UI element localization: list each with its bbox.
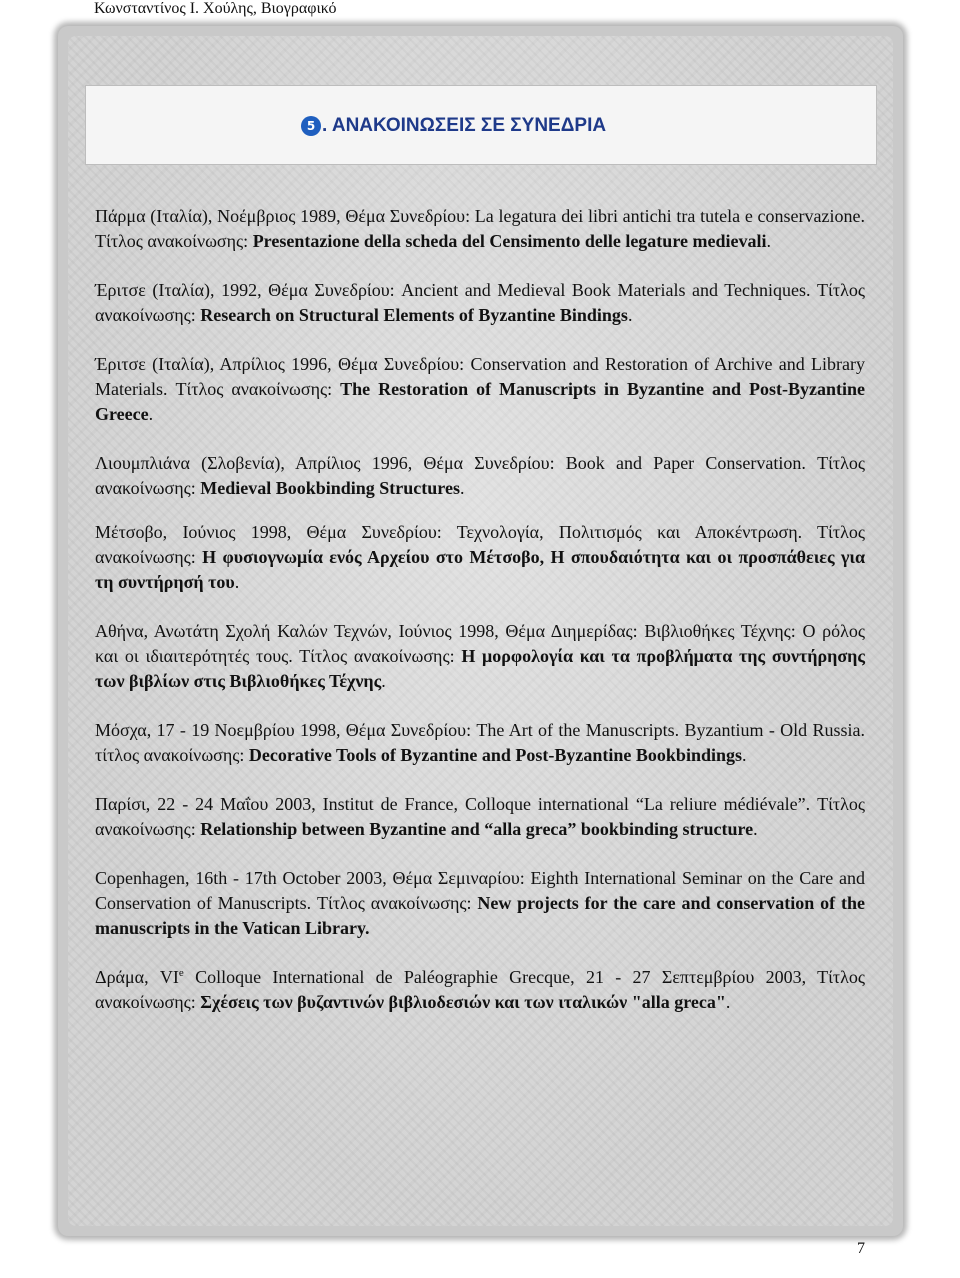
entry-talk-title: Medieval Bookbinding Structures (200, 478, 460, 498)
section-title (301, 115, 606, 137)
page-number: 7 (857, 1240, 865, 1257)
entry-details-cont: Colloque International de Paléographie Grecque, 21 - 27 Σεπτεμβρίου 2003, Τίτλος ανακοίνωσης: (95, 967, 866, 1012)
conference-entry (95, 520, 865, 595)
entry-details: Copenhagen, 16th - 17th October 2003, Θέμα Σεμιναρίου: Eighth International Seminar on the Care and Conservation of Manuscripts. Τίτλος ανακοίνωσης: (95, 868, 865, 913)
conference-entry (95, 792, 865, 842)
conference-entry (95, 718, 865, 768)
section-title-text: . ΑΝΑΚΟΙΝΩΣΕΙΣ ΣΕ ΣΥΝΕΔΡΙΑ (322, 115, 607, 136)
conference-entry (95, 278, 865, 328)
entry-end: . (741, 745, 747, 765)
entry-end: . (725, 992, 731, 1012)
entry-details: Αθήνα, Ανωτάτη Σχολή Καλών Τεχνών, Ιούνιος 1998, Θέμα Διημερίδας: Βιβλιοθήκες Τέχνης: Ο ρόλος και οι ιδιαιτερότητές τους. Τίτλος ανακοίνωσης: (95, 621, 865, 666)
entry-talk-title: Decorative Tools of Byzantine and Post-Byzantine Bookbindings (248, 745, 742, 765)
entry-talk-title: Presentazione della scheda del Censimento delle legature medievali (252, 231, 767, 251)
entry-end: . (627, 305, 633, 325)
entry-details: Έριτσε (Ιταλία), Απρίλιος 1996, Θέμα Συνεδρίου: Conservation and Restoration of Archive and Library Materials. Τίτλος ανακοίνωσης: (95, 354, 865, 399)
entry-talk-title: Research on Structural Elements of Byzantine Bindings (200, 305, 628, 325)
entry-details: Μέτσοβο, Ιούνιος 1998, Θέμα Συνεδρίου: Τεχνολογία, Πολιτισμός και Αποκέντρωση. Τίτλος ανακοίνωσης: (95, 522, 865, 567)
entry-details: Πάρμα (Ιταλία), Νοέμβριος 1989, Θέμα Συνεδρίου: La legatura dei libri antichi tra tutela e conservazione. Τίτλος ανακοίνωσης: (95, 206, 865, 251)
conference-entry (95, 965, 865, 1015)
superscript-e: e (178, 967, 184, 979)
conference-entry (95, 451, 865, 501)
entry-details: Λιουμπλιάνα (Σλοβενία), Απρίλιος 1996, Θέμα Συνεδρίου: Book and Paper Conservation. Τίτλος ανακοίνωσης: (95, 453, 865, 498)
entry-end: . (148, 404, 154, 424)
entry-details: Παρίσι, 22 - 24 Μαΐου 2003, Institut de France, Colloque international “La reliure médiévale”. Τίτλος ανακοίνωσης: (95, 794, 865, 839)
entry-talk-title: New projects for the care and conservation of the manuscripts in the Vatican Library. (95, 893, 865, 938)
entry-talk-title: The Restoration of Manuscripts in Byzantine and Post-Byzantine Greece (95, 379, 865, 424)
conference-entry (95, 352, 865, 427)
conference-entry (95, 866, 865, 941)
entry-end: . (753, 819, 758, 839)
entry-end: . (234, 572, 240, 592)
running-header: Κωνσταντίνος Ι. Χούλης, Βιογραφικό (94, 0, 337, 17)
conference-list (95, 204, 865, 1039)
entry-talk-title: Η φυσιογνωμία ενός Αρχείου στο Μέτσοβο, Η σπουδαιότητα και οι προσπάθειες για τη συντήρησή του (95, 547, 865, 592)
entry-details: Δράμα, VI (95, 967, 179, 987)
entry-end: . (459, 478, 465, 498)
entry-talk-title: Η μορφολογία και τα προβλήματα της συντήρησης των βιβλίων στις Βιβλιοθήκες Τέχνης (95, 646, 865, 691)
entry-details: Έριτσε (Ιταλία), 1992, Θέμα Συνεδρίου: Ancient and Medieval Book Materials and Techniques. Τίτλος ανακοίνωσης: (95, 280, 865, 325)
entry-end: . (381, 671, 386, 691)
entry-talk-title: Relationship between Byzantine and “alla greca” bookbinding structure (200, 819, 754, 839)
entry-details: Μόσχα, 17 - 19 Νοεμβρίου 1998, Θέμα Συνεδρίου: The Art of the Manuscripts. Byzantium - Old Russia. τίτλος ανακοίνωσης: (95, 720, 865, 765)
entry-talk-title: Σχέσεις των βυζαντινών βιβλιοδεσιών και των ιταλικών "alla greca" (200, 992, 726, 1012)
section-number-badge: 5 (301, 116, 321, 136)
entry-end: . (766, 231, 771, 251)
conference-entry (95, 204, 865, 254)
conference-entry (95, 619, 865, 694)
